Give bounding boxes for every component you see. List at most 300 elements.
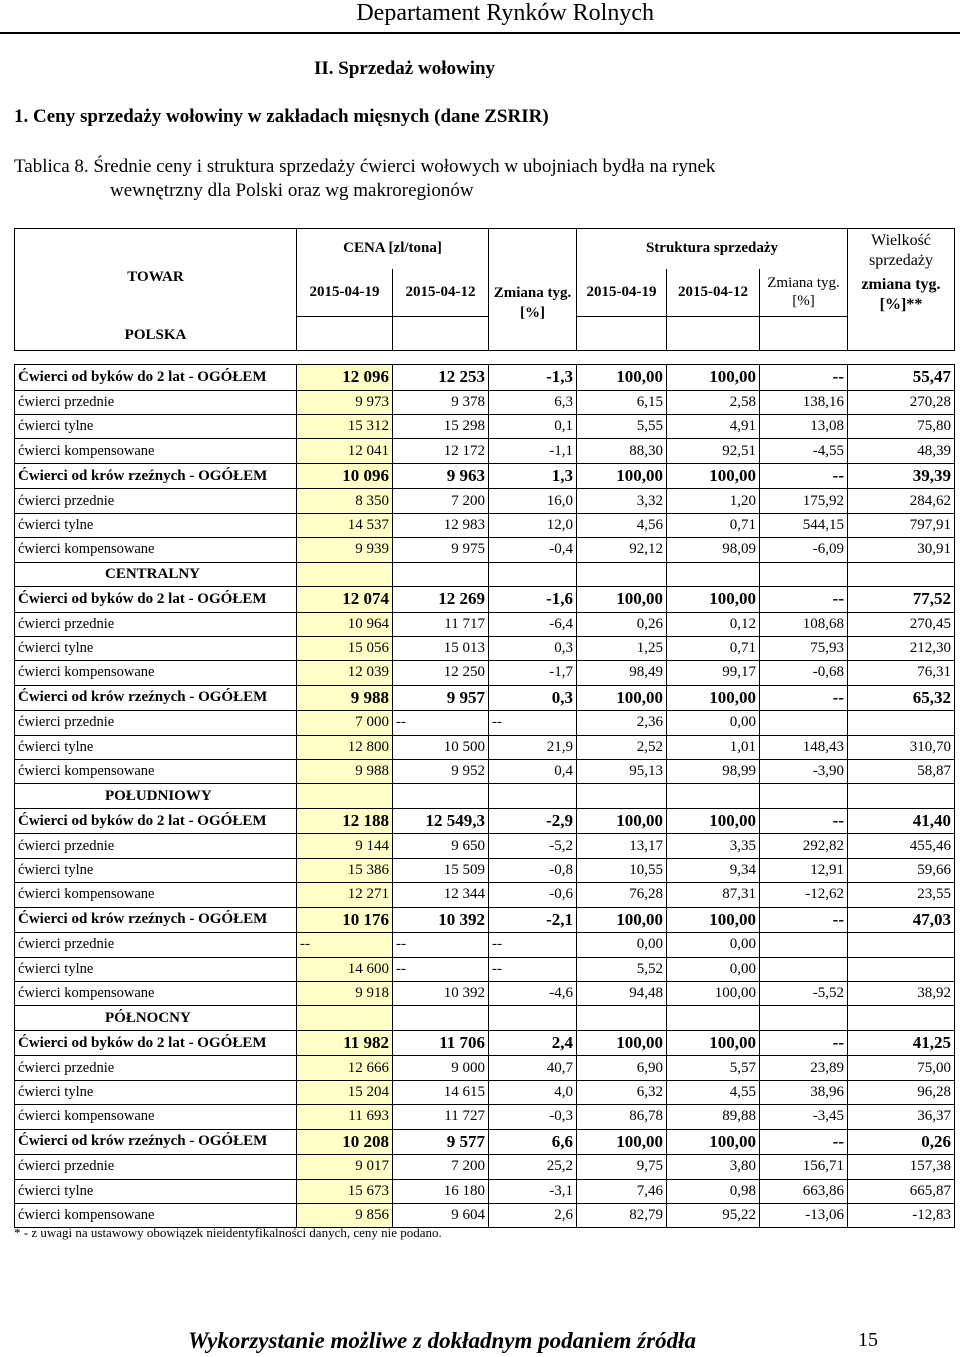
- value-cell: 2,4: [489, 1030, 577, 1056]
- header-struktura-zmiana-text: Zmiana tyg. [%]: [767, 275, 840, 310]
- value-cell: 14 600: [297, 957, 393, 981]
- region-empty-cell: [297, 1006, 393, 1030]
- value-cell: 9 577: [393, 1129, 489, 1155]
- row-label: ćwierci kompensowane: [15, 439, 297, 463]
- value-cell: -3,45: [760, 1105, 848, 1129]
- region-empty-cell: [393, 1006, 489, 1030]
- page-number: 15: [858, 1329, 878, 1351]
- value-cell: 0,12: [667, 612, 760, 636]
- value-cell: 12,0: [489, 513, 577, 537]
- value-cell: -5,2: [489, 834, 577, 858]
- value-cell: 292,82: [760, 834, 848, 858]
- value-cell: 3,80: [667, 1155, 760, 1179]
- value-cell: -0,4: [489, 538, 577, 562]
- value-cell: -12,83: [848, 1203, 955, 1227]
- region-row: [15, 784, 955, 808]
- region-empty-cell: [577, 562, 667, 586]
- value-cell: 100,00: [577, 1129, 667, 1155]
- value-cell: 100,00: [577, 907, 667, 933]
- row-label: ćwierci tylne: [15, 414, 297, 438]
- region-empty-cell: [489, 784, 577, 808]
- total-row: [15, 685, 955, 711]
- region-label: PÓŁNOCNY: [15, 1006, 297, 1030]
- row-label: Ćwierci od byków do 2 lat - OGÓŁEM: [15, 808, 297, 834]
- table-row: [15, 636, 955, 660]
- row-label: ćwierci kompensowane: [15, 760, 297, 784]
- value-cell: 15 204: [297, 1080, 393, 1104]
- region-empty-cell: [489, 1006, 577, 1030]
- value-cell: -1,1: [489, 439, 577, 463]
- value-cell: 0,26: [848, 1129, 955, 1155]
- value-cell: 100,00: [577, 1030, 667, 1056]
- value-cell: --: [489, 933, 577, 957]
- row-label: ćwierci przednie: [15, 489, 297, 513]
- value-cell: 15 056: [297, 636, 393, 660]
- row-label: ćwierci tylne: [15, 1080, 297, 1104]
- row-label: Ćwierci od krów rzeźnych - OGÓŁEM: [15, 1129, 297, 1155]
- table-row: [15, 1080, 955, 1104]
- value-cell: 6,6: [489, 1129, 577, 1155]
- value-cell: 9,75: [577, 1155, 667, 1179]
- value-cell: 100,00: [577, 463, 667, 489]
- header-gap: [15, 351, 955, 365]
- value-cell: -1,6: [489, 586, 577, 612]
- value-cell: 12 250: [393, 661, 489, 685]
- value-cell: 9 963: [393, 463, 489, 489]
- value-cell: 2,36: [577, 711, 667, 735]
- region-empty-cell: [760, 784, 848, 808]
- value-cell: -0,3: [489, 1105, 577, 1129]
- value-cell: 0,71: [667, 513, 760, 537]
- region-empty-cell: [667, 562, 760, 586]
- value-cell: 0,71: [667, 636, 760, 660]
- value-cell: 38,92: [848, 981, 955, 1005]
- value-cell: 12 983: [393, 513, 489, 537]
- total-row: [15, 463, 955, 489]
- value-cell: -4,55: [760, 439, 848, 463]
- row-label: ćwierci kompensowane: [15, 981, 297, 1005]
- table-row: [15, 883, 955, 907]
- value-cell: 310,70: [848, 735, 955, 759]
- region-empty-cell: [297, 562, 393, 586]
- value-cell: 100,00: [667, 1129, 760, 1155]
- value-cell: 3,32: [577, 489, 667, 513]
- row-label: ćwierci tylne: [15, 636, 297, 660]
- value-cell: 9 144: [297, 834, 393, 858]
- value-cell: 100,00: [667, 907, 760, 933]
- value-cell: -5,52: [760, 981, 848, 1005]
- value-cell: 100,00: [577, 586, 667, 612]
- value-cell: 284,62: [848, 489, 955, 513]
- total-row: [15, 1030, 955, 1056]
- value-cell: 9 000: [393, 1056, 489, 1080]
- value-cell: -13,06: [760, 1203, 848, 1227]
- value-cell: 82,79: [577, 1203, 667, 1227]
- value-cell: 21,9: [489, 735, 577, 759]
- header-region-polska: POLSKA: [124, 327, 187, 343]
- value-cell: 9 957: [393, 685, 489, 711]
- row-label: ćwierci przednie: [15, 390, 297, 414]
- value-cell: 11 693: [297, 1105, 393, 1129]
- value-cell: --: [393, 933, 489, 957]
- value-cell: --: [760, 1129, 848, 1155]
- value-cell: 13,08: [760, 414, 848, 438]
- value-cell: 6,90: [577, 1056, 667, 1080]
- value-cell: 87,31: [667, 883, 760, 907]
- header-struktura-zmiana: [760, 269, 848, 317]
- value-cell: 98,09: [667, 538, 760, 562]
- value-cell: 12 344: [393, 883, 489, 907]
- value-cell: 6,32: [577, 1080, 667, 1104]
- header-cena-date-1: 2015-04-19: [297, 269, 393, 317]
- header-wielkosc: [848, 229, 955, 351]
- region-row: [15, 562, 955, 586]
- value-cell: -12,62: [760, 883, 848, 907]
- value-cell: 212,30: [848, 636, 955, 660]
- caption-line-2: wewnętrzny dla Polski oraz wg makroregionów: [110, 180, 474, 201]
- value-cell: [848, 957, 955, 981]
- value-cell: 9 856: [297, 1203, 393, 1227]
- value-cell: 2,6: [489, 1203, 577, 1227]
- value-cell: 138,16: [760, 390, 848, 414]
- row-label: Ćwierci od krów rzeźnych - OGÓŁEM: [15, 463, 297, 489]
- value-cell: --: [760, 463, 848, 489]
- table-row: [15, 711, 955, 735]
- header-spacer: [667, 317, 760, 351]
- value-cell: 15 673: [297, 1179, 393, 1203]
- value-cell: 665,87: [848, 1179, 955, 1203]
- value-cell: 4,56: [577, 513, 667, 537]
- value-cell: 12 800: [297, 735, 393, 759]
- value-cell: 99,17: [667, 661, 760, 685]
- value-cell: 9 952: [393, 760, 489, 784]
- value-cell: 13,17: [577, 834, 667, 858]
- value-cell: 270,28: [848, 390, 955, 414]
- value-cell: -6,4: [489, 612, 577, 636]
- value-cell: 9,34: [667, 858, 760, 882]
- value-cell: 2,58: [667, 390, 760, 414]
- section-title: II. Sprzedaż wołowiny: [314, 58, 496, 79]
- value-cell: --: [393, 711, 489, 735]
- value-cell: 270,45: [848, 612, 955, 636]
- value-cell: 10 392: [393, 981, 489, 1005]
- row-label: ćwierci przednie: [15, 612, 297, 636]
- header-struktura-date-1: 2015-04-19: [577, 269, 667, 317]
- value-cell: 9 939: [297, 538, 393, 562]
- table-row: [15, 1056, 955, 1080]
- value-cell: 100,00: [667, 365, 760, 391]
- value-cell: 10 176: [297, 907, 393, 933]
- value-cell: 148,43: [760, 735, 848, 759]
- beef-price-table: [14, 228, 955, 1228]
- value-cell: 25,2: [489, 1155, 577, 1179]
- value-cell: -3,1: [489, 1179, 577, 1203]
- table-caption: [14, 155, 894, 203]
- value-cell: 14 537: [297, 513, 393, 537]
- row-label: ćwierci tylne: [15, 1179, 297, 1203]
- value-cell: 9 378: [393, 390, 489, 414]
- value-cell: 16 180: [393, 1179, 489, 1203]
- value-cell: 55,47: [848, 365, 955, 391]
- value-cell: 5,55: [577, 414, 667, 438]
- value-cell: 10 500: [393, 735, 489, 759]
- row-label: ćwierci kompensowane: [15, 1203, 297, 1227]
- value-cell: 38,96: [760, 1080, 848, 1104]
- value-cell: 100,00: [667, 685, 760, 711]
- table-row: [15, 439, 955, 463]
- value-cell: 41,40: [848, 808, 955, 834]
- value-cell: 10 964: [297, 612, 393, 636]
- header-struktura-date-2: 2015-04-12: [667, 269, 760, 317]
- value-cell: --: [760, 365, 848, 391]
- value-cell: 16,0: [489, 489, 577, 513]
- table-row: [15, 513, 955, 537]
- row-label: ćwierci tylne: [15, 513, 297, 537]
- table-row: [15, 489, 955, 513]
- value-cell: 1,01: [667, 735, 760, 759]
- total-row: [15, 365, 955, 391]
- value-cell: 7,46: [577, 1179, 667, 1203]
- row-label: ćwierci kompensowane: [15, 661, 297, 685]
- value-cell: 6,15: [577, 390, 667, 414]
- value-cell: 76,28: [577, 883, 667, 907]
- table-row: [15, 981, 955, 1005]
- value-cell: 9 017: [297, 1155, 393, 1179]
- table-row: [15, 1179, 955, 1203]
- value-cell: 544,15: [760, 513, 848, 537]
- row-label: ćwierci kompensowane: [15, 538, 297, 562]
- row-label: ćwierci przednie: [15, 1155, 297, 1179]
- value-cell: 1,25: [577, 636, 667, 660]
- value-cell: 12 096: [297, 365, 393, 391]
- value-cell: 76,31: [848, 661, 955, 685]
- value-cell: 12 172: [393, 439, 489, 463]
- value-cell: 4,91: [667, 414, 760, 438]
- value-cell: 15 013: [393, 636, 489, 660]
- value-cell: 10 392: [393, 907, 489, 933]
- region-empty-cell: [848, 1006, 955, 1030]
- value-cell: 23,55: [848, 883, 955, 907]
- value-cell: 94,48: [577, 981, 667, 1005]
- value-cell: 12 039: [297, 661, 393, 685]
- header-spacer: [297, 317, 393, 351]
- value-cell: 12 253: [393, 365, 489, 391]
- value-cell: 157,38: [848, 1155, 955, 1179]
- value-cell: 47,03: [848, 907, 955, 933]
- value-cell: 15 509: [393, 858, 489, 882]
- value-cell: 77,52: [848, 586, 955, 612]
- value-cell: 4,0: [489, 1080, 577, 1104]
- value-cell: 5,57: [667, 1056, 760, 1080]
- value-cell: 8 350: [297, 489, 393, 513]
- value-cell: -3,90: [760, 760, 848, 784]
- table-row: [15, 661, 955, 685]
- value-cell: 11 717: [393, 612, 489, 636]
- value-cell: -0,6: [489, 883, 577, 907]
- region-empty-cell: [848, 562, 955, 586]
- value-cell: -6,09: [760, 538, 848, 562]
- value-cell: 797,91: [848, 513, 955, 537]
- value-cell: 9 973: [297, 390, 393, 414]
- value-cell: 0,98: [667, 1179, 760, 1203]
- value-cell: 98,99: [667, 760, 760, 784]
- row-label: ćwierci tylne: [15, 858, 297, 882]
- table-row: [15, 735, 955, 759]
- value-cell: 9 988: [297, 760, 393, 784]
- value-cell: 12 041: [297, 439, 393, 463]
- value-cell: -4,6: [489, 981, 577, 1005]
- value-cell: 2,52: [577, 735, 667, 759]
- value-cell: 75,80: [848, 414, 955, 438]
- caption-line-1: Tablica 8. Średnie ceny i struktura sprzedaży ćwierci wołowych w ubojniach bydła na rynek: [14, 156, 716, 177]
- footnote: * - z uwagi na ustawowy obowiązek nieidentyfikalności danych, ceny nie podano.: [14, 1225, 442, 1240]
- header-wielkosc-zmiana: zmiana tyg. [%]**: [861, 276, 941, 313]
- value-cell: 156,71: [760, 1155, 848, 1179]
- row-label: Ćwierci od krów rzeźnych - OGÓŁEM: [15, 685, 297, 711]
- value-cell: 30,91: [848, 538, 955, 562]
- table-row: [15, 858, 955, 882]
- value-cell: 15 312: [297, 414, 393, 438]
- value-cell: 0,3: [489, 636, 577, 660]
- total-row: [15, 907, 955, 933]
- value-cell: 12 074: [297, 586, 393, 612]
- value-cell: 0,00: [577, 933, 667, 957]
- region-label: POŁUDNIOWY: [15, 784, 297, 808]
- header-cena-date-2: 2015-04-12: [393, 269, 489, 317]
- value-cell: --: [393, 957, 489, 981]
- value-cell: 100,00: [667, 463, 760, 489]
- value-cell: 9 975: [393, 538, 489, 562]
- row-label: ćwierci tylne: [15, 957, 297, 981]
- value-cell: 0,00: [667, 711, 760, 735]
- row-label: Ćwierci od byków do 2 lat - OGÓŁEM: [15, 365, 297, 391]
- value-cell: 40,7: [489, 1056, 577, 1080]
- value-cell: 86,78: [577, 1105, 667, 1129]
- value-cell: 10,55: [577, 858, 667, 882]
- header-spacer: [393, 317, 489, 351]
- row-label: Ćwierci od krów rzeźnych - OGÓŁEM: [15, 907, 297, 933]
- value-cell: 10 208: [297, 1129, 393, 1155]
- value-cell: 11 727: [393, 1105, 489, 1129]
- value-cell: 100,00: [577, 808, 667, 834]
- value-cell: 9 918: [297, 981, 393, 1005]
- value-cell: 11 982: [297, 1030, 393, 1056]
- header-wielkosc-group: Wielkość sprzedaży: [869, 232, 933, 269]
- value-cell: 14 615: [393, 1080, 489, 1104]
- value-cell: 39,39: [848, 463, 955, 489]
- value-cell: 100,00: [667, 808, 760, 834]
- value-cell: 89,88: [667, 1105, 760, 1129]
- value-cell: 15 386: [297, 858, 393, 882]
- value-cell: 0,00: [667, 933, 760, 957]
- value-cell: [848, 933, 955, 957]
- value-cell: 95,22: [667, 1203, 760, 1227]
- value-cell: --: [489, 957, 577, 981]
- row-label: ćwierci przednie: [15, 711, 297, 735]
- table-row: [15, 612, 955, 636]
- value-cell: 41,25: [848, 1030, 955, 1056]
- value-cell: [760, 957, 848, 981]
- table-row: [15, 834, 955, 858]
- header-cena-group: CENA [zl/tona]: [297, 229, 489, 269]
- value-cell: [760, 711, 848, 735]
- region-row: [15, 1006, 955, 1030]
- region-empty-cell: [848, 784, 955, 808]
- value-cell: 108,68: [760, 612, 848, 636]
- value-cell: --: [489, 711, 577, 735]
- subsection-title: 1. Ceny sprzedaży wołowiny w zakładach mięsnych (dane ZSRIR): [14, 106, 549, 127]
- value-cell: [760, 933, 848, 957]
- value-cell: 98,49: [577, 661, 667, 685]
- value-cell: 92,51: [667, 439, 760, 463]
- value-cell: 15 298: [393, 414, 489, 438]
- region-empty-cell: [667, 784, 760, 808]
- value-cell: -0,68: [760, 661, 848, 685]
- value-cell: 75,93: [760, 636, 848, 660]
- value-cell: -2,1: [489, 907, 577, 933]
- region-empty-cell: [489, 562, 577, 586]
- value-cell: 455,46: [848, 834, 955, 858]
- value-cell: 100,00: [667, 1030, 760, 1056]
- value-cell: 6,3: [489, 390, 577, 414]
- header-rule: [0, 32, 960, 34]
- value-cell: 9 650: [393, 834, 489, 858]
- value-cell: 48,39: [848, 439, 955, 463]
- value-cell: -1,3: [489, 365, 577, 391]
- value-cell: 65,32: [848, 685, 955, 711]
- value-cell: 95,13: [577, 760, 667, 784]
- row-label: ćwierci kompensowane: [15, 883, 297, 907]
- value-cell: 9 988: [297, 685, 393, 711]
- region-empty-cell: [577, 1006, 667, 1030]
- region-label: CENTRALNY: [15, 562, 297, 586]
- value-cell: 10 096: [297, 463, 393, 489]
- value-cell: 36,37: [848, 1105, 955, 1129]
- table-row: [15, 957, 955, 981]
- header-towar: TOWAR: [127, 269, 184, 285]
- header-spacer: [760, 317, 848, 351]
- table-row: [15, 1105, 955, 1129]
- value-cell: [848, 711, 955, 735]
- value-cell: 0,26: [577, 612, 667, 636]
- value-cell: 3,35: [667, 834, 760, 858]
- value-cell: 0,4: [489, 760, 577, 784]
- value-cell: 9 604: [393, 1203, 489, 1227]
- value-cell: 96,28: [848, 1080, 955, 1104]
- region-empty-cell: [393, 784, 489, 808]
- row-label: Ćwierci od byków do 2 lat - OGÓŁEM: [15, 1030, 297, 1056]
- value-cell: -2,9: [489, 808, 577, 834]
- value-cell: 12 188: [297, 808, 393, 834]
- header-towar-cell: [15, 229, 297, 351]
- value-cell: 175,92: [760, 489, 848, 513]
- header-spacer: [577, 317, 667, 351]
- value-cell: --: [760, 685, 848, 711]
- table-row: [15, 1155, 955, 1179]
- region-empty-cell: [760, 1006, 848, 1030]
- value-cell: 23,89: [760, 1056, 848, 1080]
- value-cell: 92,12: [577, 538, 667, 562]
- value-cell: --: [760, 586, 848, 612]
- total-row: [15, 1129, 955, 1155]
- value-cell: 1,3: [489, 463, 577, 489]
- value-cell: 663,86: [760, 1179, 848, 1203]
- value-cell: -1,7: [489, 661, 577, 685]
- region-empty-cell: [393, 562, 489, 586]
- value-cell: 100,00: [667, 586, 760, 612]
- region-empty-cell: [297, 784, 393, 808]
- region-empty-cell: [760, 562, 848, 586]
